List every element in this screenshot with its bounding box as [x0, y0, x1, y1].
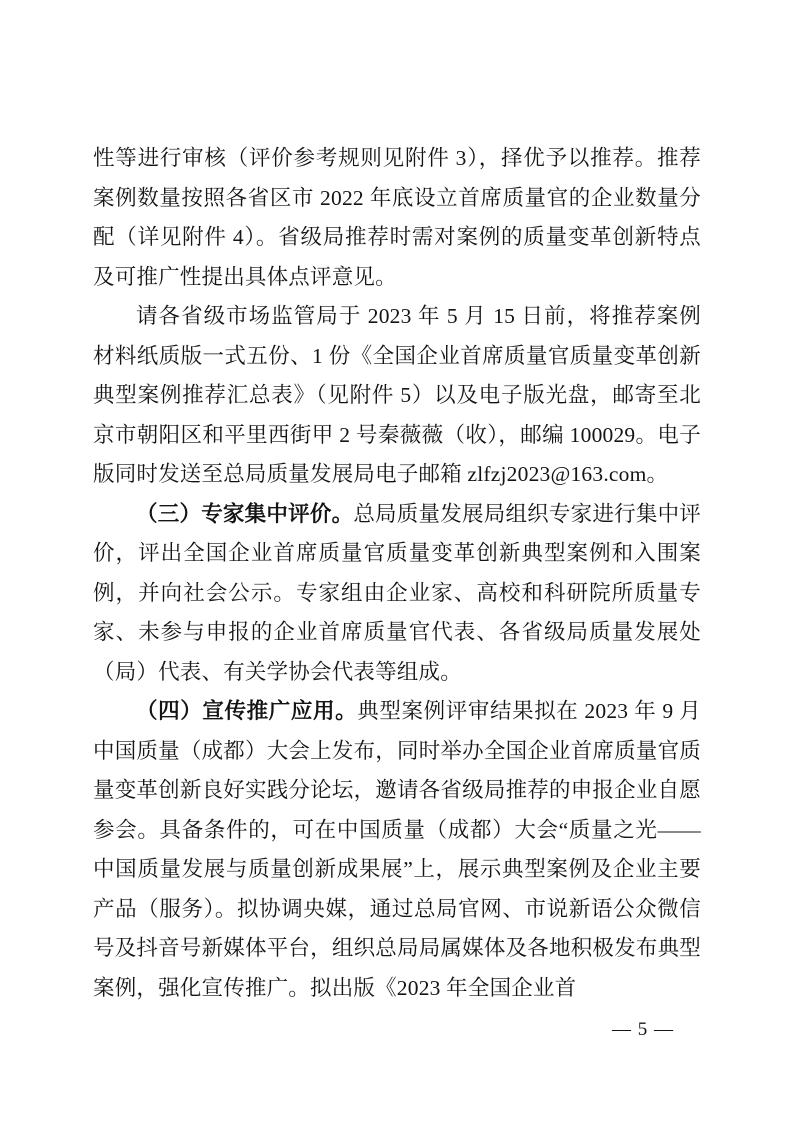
document-body: [93, 139, 701, 1008]
paragraph-expert-evaluation: [93, 495, 701, 693]
paragraph-text: 性等进行审核（评价参考规则见附件 3），择优予以推荐。推荐案例数量按照各省区市 2022 年底设立首席质量官的企业数量分配（详见附件 4）。省级局推荐时需对案例的质量变革创新特点及可推广性提出具体点评意见。: [93, 146, 701, 289]
section-lead-3: （三）专家集中评价。: [136, 501, 354, 526]
paragraph-text: 总局质量发展局组织专家进行集中评价，评出全国企业首席质量官质量变革创新典型案例和入围案例，并向社会公示。专家组由企业家、高校和科研院所质量专家、未参与申报的企业首席质量官代表、各省级局质量发展处（局）代表、有关学协会代表等组成。: [93, 501, 701, 684]
paragraph-mailing-instructions: [93, 297, 701, 495]
paragraph-text: 请各省级市场监管局于 2023 年 5 月 15 日前，将推荐案例材料纸质版一式五份、1 份《全国企业首席质量官质量变革创新典型案例推荐汇总表》（见附件 5）以及电子版光盘，邮寄至北京市朝阳区和平里西街甲 2 号秦薇薇（收），邮编 100029。电子版同时发送至总局质量发展局电子邮箱 zlfzj2023@163.com。: [93, 304, 701, 486]
page-number: — 5 —: [612, 1019, 674, 1040]
paragraph-text: 典型案例评审结果拟在 2023 年 9 月中国质量（成都）大会上发布，同时举办全国企业首席质量官质量变革创新良好实践分论坛，邀请各省级局推荐的申报企业自愿参会。具备条件的，可在中国质量（成都）大会“质量之光——中国质量发展与质量创新成果展”上，展示典型案例及企业主要产品（服务）。拟协调央媒，通过总局官网、市说新语公众微信号及抖音号新媒体平台，组织总局局属媒体及各地积极发布典型案例，强化宣传推广。拟出版《2023 年全国企业首: [93, 699, 701, 1000]
paragraph-promotion-application: [93, 692, 701, 1008]
paragraph-continuation: [93, 139, 701, 297]
section-lead-4: （四）宣传推广应用。: [136, 699, 358, 723]
